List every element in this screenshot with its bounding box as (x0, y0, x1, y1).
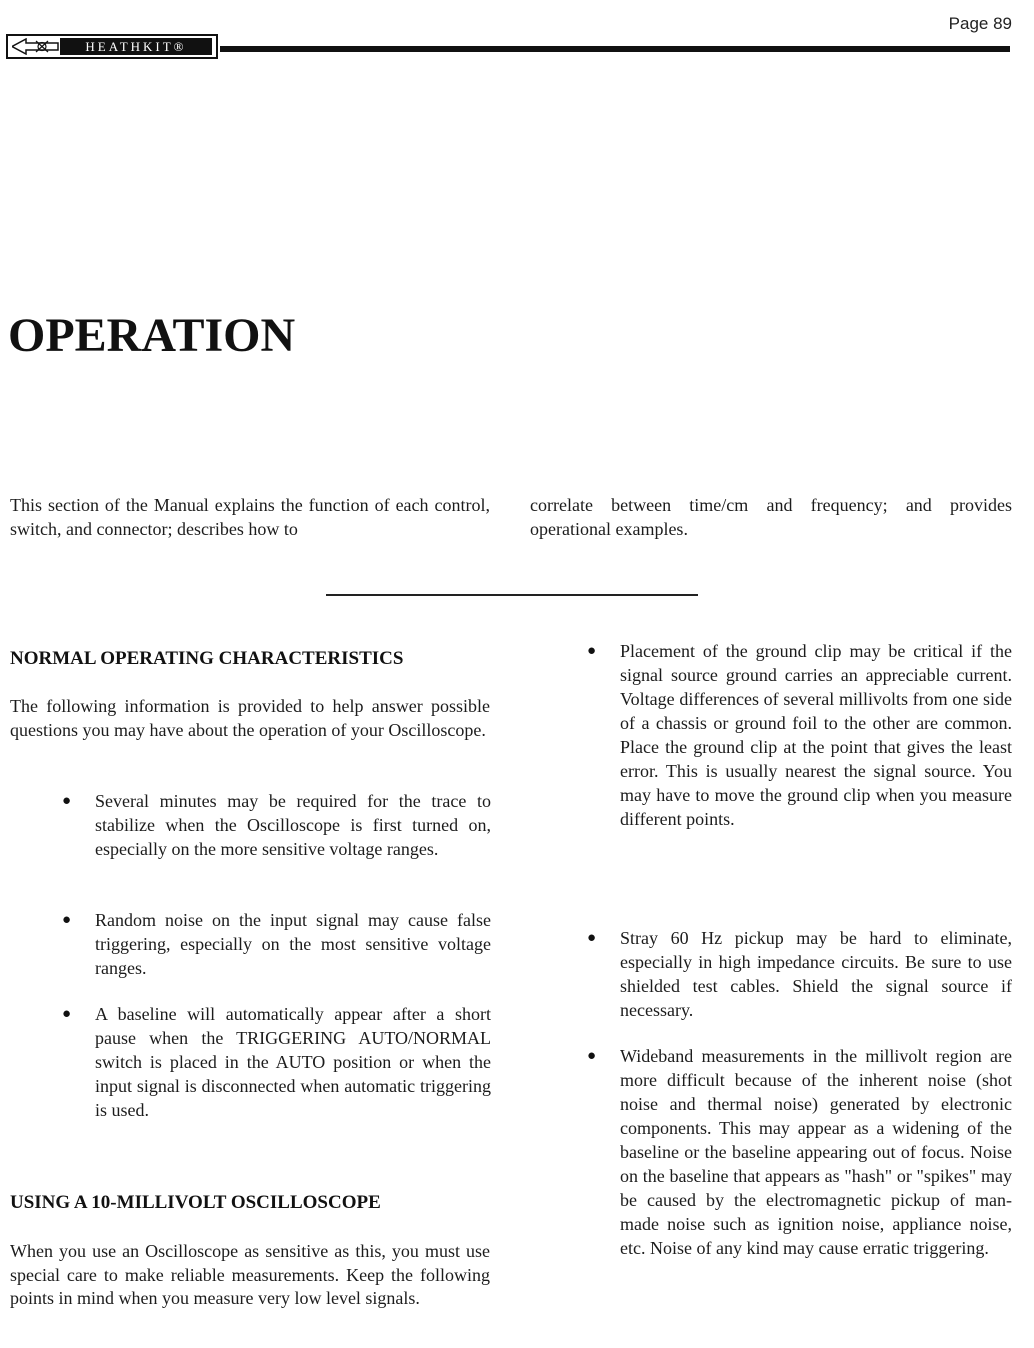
heading-10-millivolt: USING A 10-MILLIVOLT OSCILLOSCOPE (10, 1192, 381, 1213)
bullet-icon: ● (62, 1006, 72, 1022)
bullet-icon: ● (587, 930, 597, 946)
bullet-icon: ● (587, 1048, 597, 1064)
ten-millivolt-text: When you use an Oscilloscope as sensitive as this, you must use special care to make reliable measurements. Keep the following points in mind when you measure very low level signals. (10, 1241, 490, 1308)
bullet-item-warmup: Several minutes may be required for the trace to stabilize when the Oscilloscope is first turned on, especially on the more sensitive voltage ranges. (95, 791, 491, 859)
bullet-icon: ● (587, 643, 597, 659)
intro-right: correlate between time/cm and frequency; and provides operational examples. (530, 495, 1012, 539)
bullet-item-baseline: A baseline will automatically appear after a short pause when the TRIGGERING AUTO/NORMAL switch is placed in the AUTO position or when the input signal is disconnected when automatic triggering is used. (95, 1004, 491, 1120)
header-rule (220, 46, 1010, 52)
bullet-item-random-noise: Random noise on the input signal may cause false triggering, especially on the most sensitive voltage ranges. (95, 910, 491, 978)
heading-normal-operating: NORMAL OPERATING CHARACTERISTICS (10, 648, 404, 669)
heathkit-logo (6, 34, 218, 59)
bullet-icon: ● (62, 912, 72, 928)
page-number: Page 89 (948, 14, 1012, 33)
bullet-item-wideband: Wideband measurements in the millivolt region are more difficult because of the inherent noise (shot noise and thermal noise) generated by electronic components. This may appear as a widening of the baseline or the baseline appearing out of focus. Noise on the baseline that appears as "hash" or "spikes" may be caused by the electromagnetic pickup of man-made noise such as ignition noise, appliance noise, etc. Noise of any kind may cause erratic triggering. (620, 1046, 1012, 1258)
logo-arrow-icon (12, 38, 60, 55)
bullet-icon: ● (62, 793, 72, 809)
page-title: OPERATION (8, 309, 296, 362)
bullet-item-stray-pickup: Stray 60 Hz pickup may be hard to eliminate, especially in high impedance circuits. Be sure to use shielded test cables. Shield the signal source if necessary. (620, 928, 1012, 1020)
bullet-item-ground-clip: Placement of the ground clip may be critical if the signal source ground carries an appreciable current. Voltage differences of several millivolts from one side of a chassis or ground foil to the other are common. Place the ground clip at the point that gives the least error. This is usually nearest the signal source. You may have to move the ground clip when you measure different points. (620, 641, 1012, 829)
logo-text: HEATHKIT® (60, 38, 212, 55)
section-divider (326, 594, 698, 596)
intro-left: This section of the Manual explains the function of each control, switch, and connector; describes how to (10, 495, 490, 539)
normal-operating-intro: The following information is provided to help answer possible questions you may have about the operation of your Oscilloscope. (10, 696, 490, 740)
